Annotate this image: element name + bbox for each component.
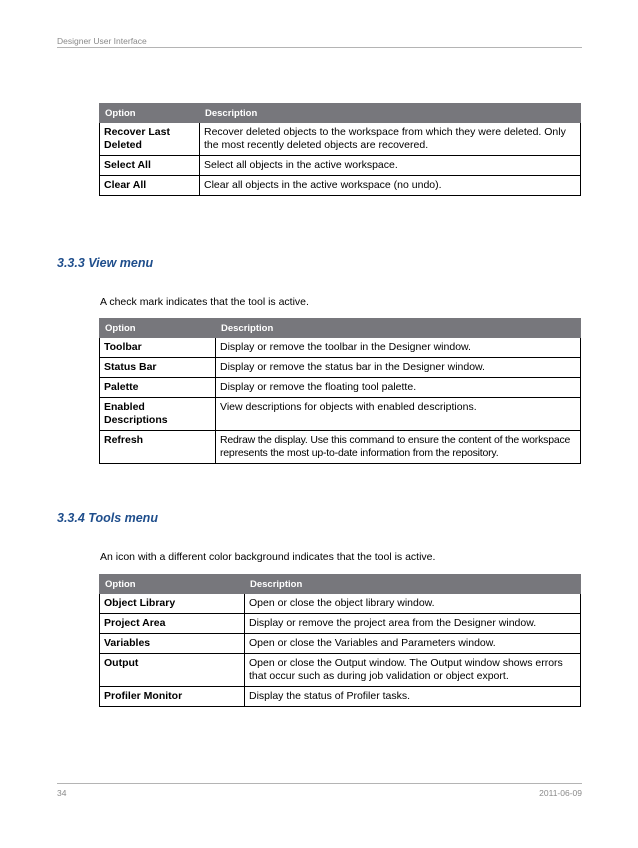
column-header-option: Option (100, 319, 216, 338)
option-cell: Project Area (100, 614, 245, 634)
header-rule (57, 47, 582, 48)
page-date: 2011-06-09 (539, 788, 582, 798)
description-cell: Display or remove the project area from the Designer window. (245, 614, 581, 634)
description-cell: Clear all objects in the active workspace (no undo). (200, 176, 581, 196)
option-cell: Recover Last Deleted (100, 123, 200, 156)
table-header-row (100, 319, 581, 338)
section-heading-tools-menu: 3.3.4 Tools menu (57, 511, 158, 525)
table-row (100, 176, 581, 196)
table-row (100, 614, 581, 634)
view-menu-table (99, 318, 581, 464)
option-cell: Select All (100, 156, 200, 176)
option-cell: Enabled Descriptions (100, 398, 216, 431)
column-header-description: Description (216, 319, 581, 338)
tools-menu-intro: An icon with a different color background indicates that the tool is active. (100, 551, 436, 563)
table-row (100, 358, 581, 378)
description-cell: Display or remove the floating tool palette. (216, 378, 581, 398)
tools-menu-table (99, 574, 581, 707)
section-heading-view-menu: 3.3.3 View menu (57, 256, 154, 270)
table-row (100, 654, 581, 687)
table-row (100, 338, 581, 358)
table-header-row (100, 575, 581, 594)
table-row (100, 687, 581, 707)
description-cell: Open or close the object library window. (245, 594, 581, 614)
running-header: Designer User Interface (57, 36, 147, 46)
option-cell: Output (100, 654, 245, 687)
description-cell: Redraw the display. Use this command to ensure the content of the workspace represents the most up-to-date information from the repository. (216, 431, 581, 464)
table-header-row (100, 104, 581, 123)
description-cell: Display or remove the status bar in the Designer window. (216, 358, 581, 378)
table-row (100, 594, 581, 614)
description-cell: Recover deleted objects to the workspace from which they were deleted. Only the most recently deleted objects are recovered. (200, 123, 581, 156)
table-row (100, 398, 581, 431)
table-row (100, 156, 581, 176)
option-cell: Toolbar (100, 338, 216, 358)
option-cell: Status Bar (100, 358, 216, 378)
description-cell: Display or remove the toolbar in the Designer window. (216, 338, 581, 358)
table-row (100, 634, 581, 654)
table-row (100, 431, 581, 464)
view-menu-intro: A check mark indicates that the tool is active. (100, 296, 309, 308)
description-cell: Open or close the Output window. The Output window shows errors that occur such as during job validation or object export. (245, 654, 581, 687)
table-row (100, 378, 581, 398)
edit-menu-table (99, 103, 581, 196)
option-cell: Palette (100, 378, 216, 398)
option-cell: Variables (100, 634, 245, 654)
option-cell: Profiler Monitor (100, 687, 245, 707)
description-cell: Select all objects in the active workspace. (200, 156, 581, 176)
column-header-description: Description (200, 104, 581, 123)
description-cell: View descriptions for objects with enabled descriptions. (216, 398, 581, 431)
column-header-description: Description (245, 575, 581, 594)
option-cell: Refresh (100, 431, 216, 464)
option-cell: Object Library (100, 594, 245, 614)
description-cell: Display the status of Profiler tasks. (245, 687, 581, 707)
option-cell: Clear All (100, 176, 200, 196)
page-number: 34 (57, 788, 67, 798)
column-header-option: Option (100, 104, 200, 123)
footer-rule (57, 783, 582, 784)
table-row (100, 123, 581, 156)
description-cell: Open or close the Variables and Parameters window. (245, 634, 581, 654)
column-header-option: Option (100, 575, 245, 594)
